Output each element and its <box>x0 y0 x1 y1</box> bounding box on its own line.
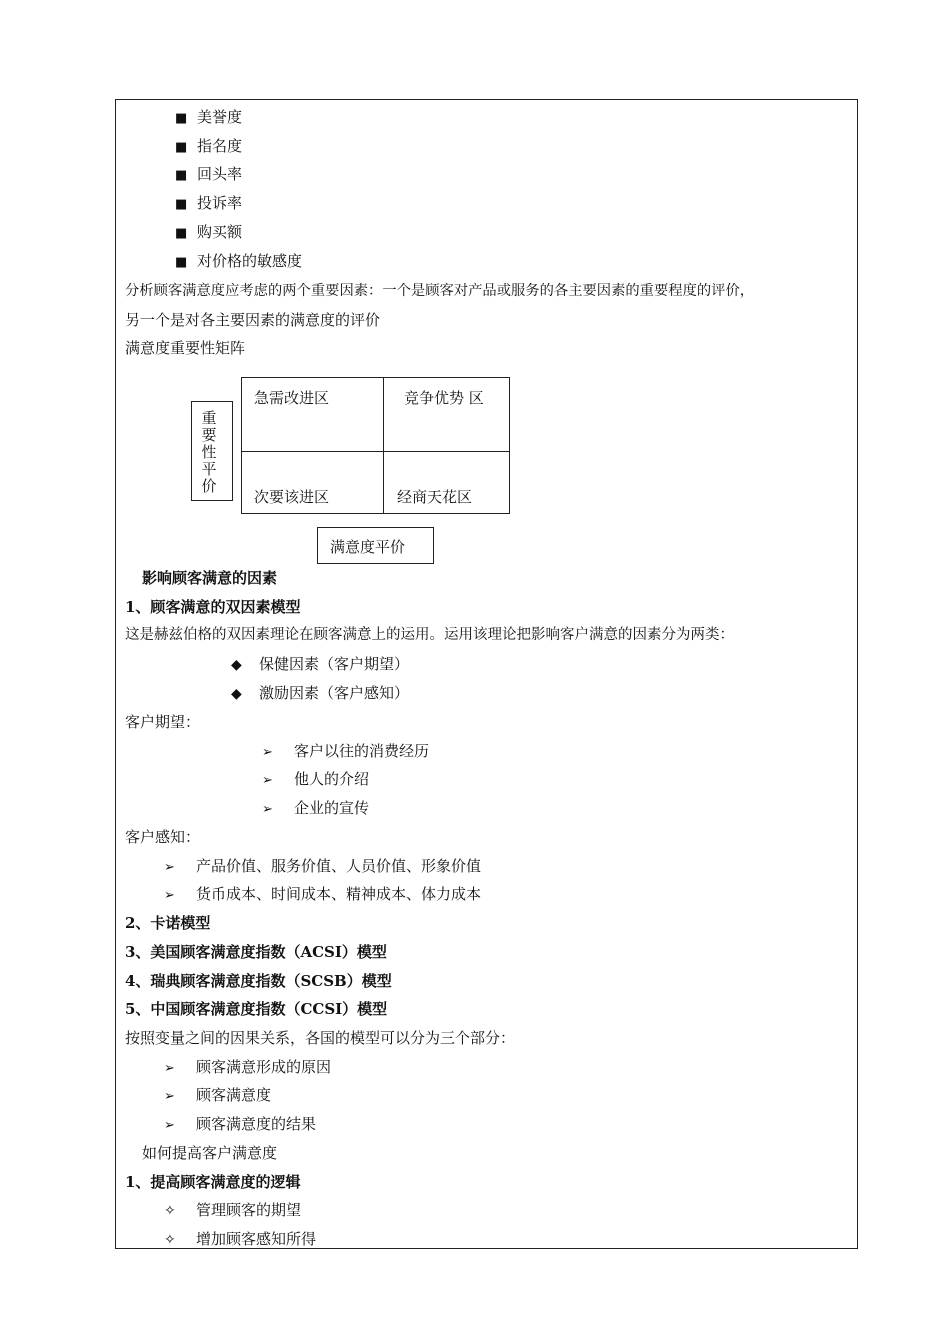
star-bullet-icon: ✧ <box>164 1203 176 1219</box>
square-bullet-icon: ■ <box>175 255 188 270</box>
causal-text: 按照变量之间的因果关系，各国的模型可以分为三个部分： <box>125 1029 516 1047</box>
heading-3: 3、美国顾客满意度指数（ACSI）模型 <box>125 943 387 961</box>
heading-1: 1、顾客满意的双因素模型 <box>125 598 301 616</box>
diamond-bullet-icon: ◆ <box>231 686 242 702</box>
square-bullet-icon: ■ <box>175 140 188 155</box>
analysis-text: 分析顾客满意度应考虑的两个重要因素：一个是顾客对产品或服务的各主要因素的重要程度的评价， <box>125 283 755 299</box>
arrow-bullet-icon: ➢ <box>262 745 273 760</box>
list-item: ■ 指名度 <box>175 136 242 158</box>
arrow-bullet-icon: ➢ <box>164 888 175 903</box>
section-heading: 如何提高客户满意度 <box>142 1144 278 1162</box>
arrow-bullet-icon: ➢ <box>164 860 175 875</box>
herzberg-text: 这是赫兹伯格的双因素理论在顾客满意上的运用。运用该理论把影响客户满意的因素分为两类： <box>125 627 734 643</box>
list-item: ➢ 企业的宣传 <box>262 798 369 820</box>
quadrant-top-right: 竞争优势 区 <box>404 389 484 407</box>
x-axis-label: 满意度平价 <box>330 538 406 556</box>
list-item: ➢ 货币成本、时间成本、精神成本、体力成本 <box>164 884 481 906</box>
arrow-bullet-icon: ➢ <box>164 1089 175 1104</box>
star-bullet-icon: ✧ <box>164 1232 176 1248</box>
square-bullet-icon: ■ <box>175 111 188 126</box>
list-item: ■ 投诉率 <box>175 193 242 215</box>
list-item: ➢ 顾客满意形成的原因 <box>164 1057 331 1079</box>
expectation-label: 客户期望： <box>125 713 201 731</box>
list-item: ■ 对价格的敏感度 <box>175 251 302 273</box>
list-item: ■ 回头率 <box>175 164 242 186</box>
list-item: ■ 购买额 <box>175 222 242 244</box>
heading-4: 4、瑞典顾客满意度指数（SCSB）模型 <box>125 972 392 990</box>
list-item: ✧ 管理顾客的期望 <box>164 1201 302 1219</box>
list-item: ➢ 顾客满意度 <box>164 1085 271 1107</box>
square-bullet-icon: ■ <box>175 226 188 241</box>
list-item: ◆ 激励因素（客户感知） <box>231 684 410 702</box>
square-bullet-icon: ■ <box>175 197 188 212</box>
list-item: ➢ 他人的介绍 <box>262 769 369 791</box>
quadrant-bottom-right: 经商天花区 <box>397 488 473 506</box>
list-item: ■ 美誉度 <box>175 107 242 129</box>
list-item: ➢ 客户以往的消费经历 <box>262 741 429 763</box>
heading-logic: 1、提高顾客满意度的逻辑 <box>125 1173 301 1191</box>
matrix-title: 满意度重要性矩阵 <box>125 339 246 357</box>
y-axis-label: 重 要 性 平 价 <box>201 409 217 495</box>
matrix-divider-vertical <box>383 377 384 514</box>
arrow-bullet-icon: ➢ <box>164 1061 175 1076</box>
list-item: ➢ 顾客满意度的结果 <box>164 1114 316 1136</box>
diamond-bullet-icon: ◆ <box>231 657 242 673</box>
list-item: ✧ 增加顾客感知所得 <box>164 1230 317 1248</box>
quadrant-bottom-left: 次要该进区 <box>254 488 330 506</box>
perception-label: 客户感知： <box>125 828 201 846</box>
quadrant-top-left: 急需改进区 <box>254 389 330 407</box>
arrow-bullet-icon: ➢ <box>164 1118 175 1133</box>
section-heading: 影响顾客满意的因素 <box>142 569 278 587</box>
list-item: ➢ 产品价值、服务价值、人员价值、形象价值 <box>164 856 481 878</box>
square-bullet-icon: ■ <box>175 168 188 183</box>
heading-5: 5、中国顾客满意度指数（CCSI）模型 <box>125 1000 388 1018</box>
matrix-divider-horizontal <box>241 451 510 452</box>
heading-2: 2、卡诺模型 <box>125 914 211 932</box>
arrow-bullet-icon: ➢ <box>262 802 273 817</box>
list-item: ◆ 保健因素（客户期望） <box>231 655 410 673</box>
arrow-bullet-icon: ➢ <box>262 773 273 788</box>
analysis-text: 另一个是对各主要因素的满意度的评价 <box>125 311 381 329</box>
